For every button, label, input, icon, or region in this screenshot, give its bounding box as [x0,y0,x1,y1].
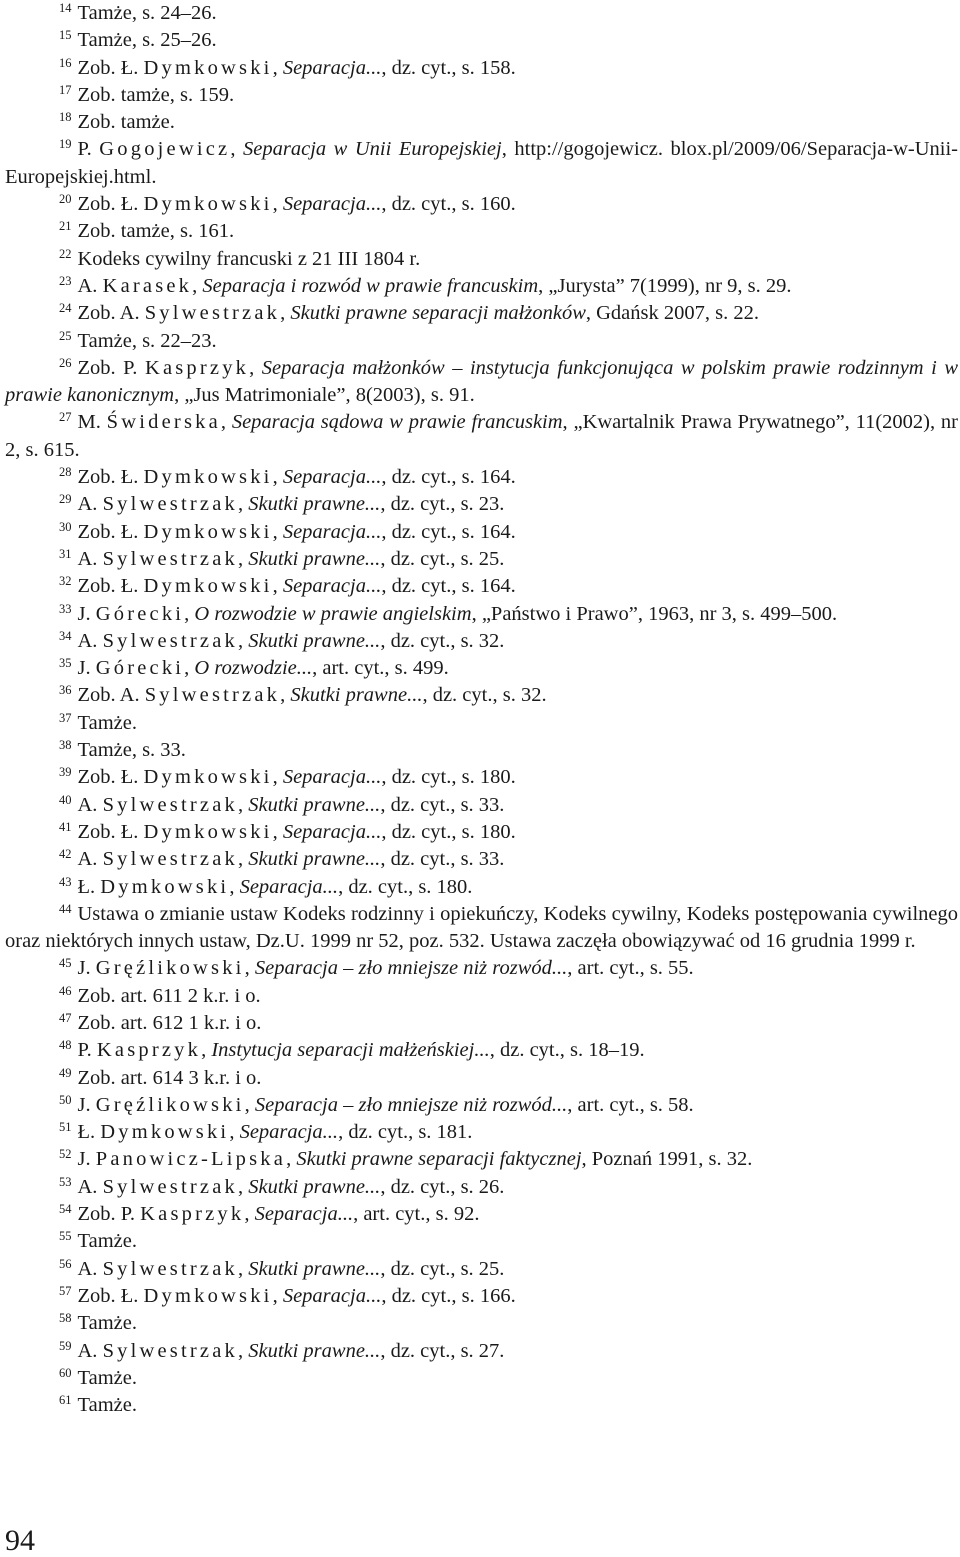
footnote-text: , [201,1039,212,1062]
footnote-text: , [272,193,283,216]
footnote [5,300,958,327]
author-name: Panowicz-Lipska [95,1148,287,1171]
footnote-text: , dz. cyt., s. 26. [380,1175,505,1198]
footnote [5,409,958,464]
author-name: Dymkowski [143,466,273,489]
footnote-number: 53 [59,1174,72,1189]
author-name: Gręźlikowski [95,957,245,980]
footnote [5,519,958,546]
footnote-text: , [244,1203,255,1226]
footnote [5,246,958,273]
author-name: Sylwestrzak [102,1339,238,1362]
work-title: Separacja... [282,520,382,543]
footnote-number: 22 [59,246,72,261]
footnote-number: 21 [59,219,72,234]
footnote-text: , dz. cyt., s. 181. [338,1121,473,1144]
footnote-text: Zob. Ł. [77,520,144,543]
footnote-number: 51 [59,1120,72,1135]
footnote-text: Tamże. [77,1366,137,1389]
footnote-text: Zob. Ł. [77,766,144,789]
footnote [5,109,958,136]
footnote [5,273,958,300]
work-title: Skutki prawne... [248,1339,381,1362]
footnote-text: , [280,302,291,325]
footnote-text: J. [77,1093,96,1116]
footnote-text: , [237,629,249,652]
footnote-text: Tamże, s. 22–23. [77,329,217,352]
footnote [5,218,958,245]
footnote-text: A. [77,793,103,816]
footnote-text: , [237,493,249,516]
work-title: O rozwodzie... [194,657,313,680]
author-name: Dymkowski [143,820,273,843]
footnote-text: , dz. cyt., s. 33. [380,793,505,816]
footnote-number: 35 [59,656,72,671]
footnote-text: , dz. cyt., s. 164. [381,575,516,598]
footnote-number: 33 [59,601,72,616]
footnote-text: Zob. tamże, s. 161. [77,220,235,243]
footnote [5,601,958,628]
work-title: Skutki prawne separacji faktycznej [296,1148,582,1171]
footnote-text: , [184,657,195,680]
footnote-text: , [184,602,195,625]
footnote-text: , dz. cyt., s. 27. [380,1339,505,1362]
footnote [5,710,958,737]
work-title: Skutki prawne... [248,493,381,516]
footnote-text: Zob. art. 614 3 k.r. i o. [77,1066,262,1089]
footnote [5,546,958,573]
author-name: Dymkowski [143,56,273,79]
footnote-text: P. [77,1039,97,1062]
footnote-number: 31 [59,546,72,561]
footnote-number: 42 [59,847,72,862]
author-name: Karasek [102,274,193,297]
footnote [5,628,958,655]
work-title: Skutki prawne... [248,1257,381,1280]
footnote [5,955,958,982]
footnote-number: 30 [59,519,72,534]
footnote-text: , [237,793,249,816]
footnote-text: , [220,411,232,434]
footnote [5,1037,958,1064]
footnote-number: 20 [59,192,72,207]
footnote-text: , dz. cyt., s. 166. [381,1284,516,1307]
footnote [5,792,958,819]
footnote-number: 45 [59,956,72,971]
footnote-text: Zob. tamże, s. 159. [77,83,235,106]
footnote-text: , „Państwo i Prawo”, 1963, nr 3, s. 499–500. [471,602,838,625]
footnote-number: 29 [59,492,72,507]
footnote-text: Zob. tamże. [77,111,175,134]
footnote-text: Zob. P. [77,1203,141,1226]
author-name: Sylwestrzak [102,848,238,871]
footnote-text: A. [77,274,103,297]
footnote-number: 25 [59,328,72,343]
footnote-number: 56 [59,1256,72,1271]
work-title: Separacja – zło mniejsze niż rozwód... [254,1093,568,1116]
footnote [5,1228,958,1255]
footnote-number: 32 [59,574,72,589]
footnote-text: , dz. cyt., s. 180. [381,820,516,843]
author-name: Kasprzyk [96,1039,202,1062]
footnote-text: Zob. art. 612 1 k.r. i o. [77,1011,262,1034]
footnote-number: 61 [59,1393,72,1408]
footnote [5,464,958,491]
footnote-text: , dz. cyt., s. 164. [381,520,516,543]
footnote-text: , [237,1175,249,1198]
author-name: Dymkowski [100,875,230,898]
footnote-number: 39 [59,765,72,780]
author-name: Górecki [95,602,185,625]
author-name: Dymkowski [143,575,273,598]
footnote [5,901,958,956]
footnote-number: 38 [59,738,72,753]
footnote-text: , art. cyt., s. 499. [312,657,449,680]
footnote-text: A. [77,547,103,570]
footnote [5,1365,958,1392]
footnote-text: A. [77,1175,103,1198]
footnote-text: , [272,520,283,543]
footnote-text: A. [77,629,103,652]
work-title: Separacja w Unii Europejskiej [243,138,502,161]
footnote-text: Tamże, s. 24–26. [77,2,217,24]
footnote-number: 19 [59,137,72,152]
work-title: Separacja... [282,575,382,598]
footnote-number: 27 [59,410,72,425]
footnote-text: Zob. Ł. [77,1284,144,1307]
footnote-number: 15 [59,28,72,43]
footnote-text: P. [77,138,100,161]
work-title: Separacja... [282,466,382,489]
footnote-number: 55 [59,1229,72,1244]
work-title: Skutki prawne... [248,629,381,652]
footnote-text: , Poznań 1991, s. 32. [581,1148,753,1171]
author-name: Sylwestrzak [144,684,281,707]
footnote [5,573,958,600]
footnote [5,0,958,27]
footnote-text: A. [77,1339,103,1362]
footnote-text: , [230,138,244,161]
footnote-text: , dz. cyt., s. 180. [338,875,473,898]
author-name: Sylwestrzak [102,493,238,516]
footnote [5,1283,958,1310]
work-title: Skutki prawne separacji małżonków [290,302,586,325]
footnote-text: , [272,766,283,789]
footnote-text: Tamże, s. 25–26. [77,29,217,52]
author-name: Dymkowski [100,1121,230,1144]
footnote-text: , http://gogojewicz. blox.pl/2009/06/Separacja-w-Unii-Europejskiej.html. [5,138,959,188]
work-title: Instytucja separacji małżeńskiej... [211,1039,490,1062]
footnote-text: Tamże. [77,1230,137,1253]
work-title: Skutki prawne... [248,1175,381,1198]
footnote-text: , art. cyt., s. 92. [353,1203,480,1226]
footnote-number: 26 [59,355,72,370]
work-title: Skutki prawne... [248,793,381,816]
footnote-number: 14 [59,1,72,15]
footnote-text: Tamże. [77,711,137,734]
footnote-number: 24 [59,301,72,316]
author-name: Świderska [106,411,221,434]
work-title: Separacja... [239,875,339,898]
footnote [5,846,958,873]
footnote-text: , [272,56,283,79]
footnote-number: 18 [59,110,72,125]
footnote-text: Zob. Ł. [77,466,144,489]
footnote [5,136,958,191]
footnote-number: 44 [59,901,72,916]
footnote-text: Zob. Ł. [77,820,144,843]
work-title: Separacja sądowa w prawie francuskim [231,411,563,434]
footnote [5,328,958,355]
footnote-number: 17 [59,82,72,97]
work-title: Skutki prawne... [248,848,381,871]
footnote-number: 37 [59,710,72,725]
footnote [5,355,958,410]
footnote-text: Zob. Ł. [77,193,144,216]
footnote [5,1119,958,1146]
footnote [5,1310,958,1337]
footnote-text: , Gdańsk 2007, s. 22. [585,302,759,325]
footnote-text: , [237,848,249,871]
footnote-text: , „Kwartalnik Prawa Prywatnego”, 11(2002), nr 2, s. 615. [5,411,958,461]
footnote-text: , [272,1284,283,1307]
footnote-text: Ustawa o zmianie ustaw Kodeks rodzinny i opiekuńczy, Kodeks cywilny, Kodeks postępowania cywilnego oraz niektórych innych ustaw, Dz.U. 1999 nr 52, poz. 532. Ustawa zaczęła obowiązywać od 16 grudnia 1999 r. [5,902,958,953]
work-title: Separacja... [282,193,382,216]
footnote-text: , [192,274,203,297]
footnote-text: , dz. cyt., s. 32. [422,684,547,707]
footnote-text: , [280,684,291,707]
footnote-number: 48 [59,1038,72,1053]
work-title: Skutki prawne... [248,547,381,570]
author-name: Dymkowski [143,1284,273,1307]
author-name: Sylwestrzak [102,1175,238,1198]
footnote-text: Ł. [77,875,101,898]
work-title: Separacja... [282,1284,382,1307]
footnote-text: Kodeks cywilny francuski z 21 III 1804 r. [77,247,421,270]
footnote-number: 54 [59,1202,72,1217]
footnote-number: 36 [59,683,72,698]
footnote-text: Tamże. [77,1394,137,1417]
work-title: Separacja... [239,1121,339,1144]
footnote [5,764,958,791]
footnote [5,819,958,846]
footnote-text: , [237,1257,249,1280]
footnote-text: , dz. cyt., s. 158. [381,56,516,79]
footnote-text: J. [77,602,96,625]
footnote [5,1174,958,1201]
footnote-text: Zob. P. [77,356,145,379]
footnote-text: , dz. cyt., s. 33. [380,848,505,871]
work-title: Separacja... [254,1203,354,1226]
work-title: Separacja i rozwód w prawie francuskim [202,274,539,297]
footnote-text: A. [77,493,103,516]
author-name: Sylwestrzak [102,1257,238,1280]
footnote-text: , dz. cyt., s. 180. [381,766,516,789]
footnote-text: , [272,466,283,489]
footnote-text: Tamże. [77,1312,137,1335]
footnote-text: , dz. cyt., s. 32. [380,629,505,652]
footnote-text: Zob. art. 611 2 k.r. i o. [77,984,261,1007]
work-title: Separacja – zło mniejsze niż rozwód... [254,957,568,980]
footnote-number: 40 [59,792,72,807]
footnote-number: 46 [59,983,72,998]
footnote-number: 41 [59,819,72,834]
work-title: O rozwodzie w prawie angielskim [194,602,472,625]
footnote [5,655,958,682]
author-name: Górecki [95,657,185,680]
author-name: Dymkowski [143,520,273,543]
footnote-number: 43 [59,874,72,889]
author-name: Sylwestrzak [102,793,238,816]
footnote-number: 16 [59,55,72,70]
footnote [5,491,958,518]
footnote [5,1392,958,1419]
footnote [5,874,958,901]
footnote-text: Zob. A. [77,302,145,325]
footnote-number: 58 [59,1311,72,1326]
footnote-text: M. [77,411,107,434]
footnote [5,1338,958,1365]
footnote-number: 57 [59,1283,72,1298]
footnote-text: , dz. cyt., s. 25. [380,1257,505,1280]
footnote-text: , dz. cyt., s. 25. [380,547,505,570]
footnote [5,1201,958,1228]
footnote-text: Tamże, s. 33. [77,739,186,762]
footnote-number: 59 [59,1338,72,1353]
author-name: Kasprzyk [140,1203,245,1226]
footnote-text: , dz. cyt., s. 164. [381,466,516,489]
footnote [5,55,958,82]
footnote-text: J. [77,657,96,680]
footnote-text: Zob. Ł. [77,56,144,79]
footnote-number: 34 [59,628,72,643]
work-title: Skutki prawne... [290,684,423,707]
author-name: Gręźlikowski [95,1093,245,1116]
footnote [5,82,958,109]
footnote [5,27,958,54]
footnote-text: Ł. [77,1121,101,1144]
footnote-number: 50 [59,1092,72,1107]
footnote-text: , dz. cyt., s. 23. [380,493,505,516]
footnote-text: , [272,820,283,843]
footnote [5,737,958,764]
author-name: Dymkowski [143,193,273,216]
footnote-text: , [237,1339,249,1362]
author-name: Kasprzyk [144,356,250,379]
footnote-text: Zob. A. [77,684,145,707]
footnote-text: , dz. cyt., s. 18–19. [489,1039,645,1062]
footnote-text: , [244,957,255,980]
author-name: Sylwestrzak [102,547,238,570]
footnote [5,1010,958,1037]
work-title: Separacja małżonków – instytucja funkcjonująca w polskim prawie rodzinnym i w prawie kanonicznym [5,356,959,407]
footnote [5,682,958,709]
footnote-text: , „Jurysta” 7(1999), nr 9, s. 29. [538,274,792,297]
footnote-text: J. [77,957,96,980]
footnotes-list [5,0,958,1419]
footnote-number: 60 [59,1365,72,1380]
author-name: Sylwestrzak [102,629,238,652]
footnote-text: Zob. Ł. [77,575,144,598]
footnote [5,1256,958,1283]
footnote [5,983,958,1010]
footnote [5,1092,958,1119]
author-name: Dymkowski [143,766,273,789]
footnote-text: , [249,356,262,379]
footnote-text: , art. cyt., s. 58. [567,1093,694,1116]
page-number: 94 [5,1524,35,1557]
footnote [5,1065,958,1092]
footnote-text: , art. cyt., s. 55. [567,957,694,980]
footnote-text: , [244,1093,255,1116]
footnote [5,191,958,218]
footnote-text: , „Jus Matrimoniale”, 8(2003), s. 91. [174,384,475,407]
footnote-number: 47 [59,1010,72,1025]
footnote-text: A. [77,1257,103,1280]
footnote-text: , [229,1121,240,1144]
footnote-number: 23 [59,273,72,288]
footnote-text: J. [77,1148,96,1171]
footnote-text: A. [77,848,103,871]
footnote-text: , dz. cyt., s. 160. [381,193,516,216]
footnote-text: , [286,1148,297,1171]
footnote-text: , [237,547,249,570]
footnote-number: 52 [59,1147,72,1162]
author-name: Gogojewicz [99,138,231,161]
work-title: Separacja... [282,766,382,789]
work-title: Separacja... [282,820,382,843]
work-title: Separacja... [282,56,382,79]
footnote-text: , [272,575,283,598]
footnote [5,1146,958,1173]
footnote-number: 49 [59,1065,72,1080]
footnote-number: 28 [59,465,72,480]
author-name: Sylwestrzak [144,302,281,325]
footnote-text: , [229,875,240,898]
